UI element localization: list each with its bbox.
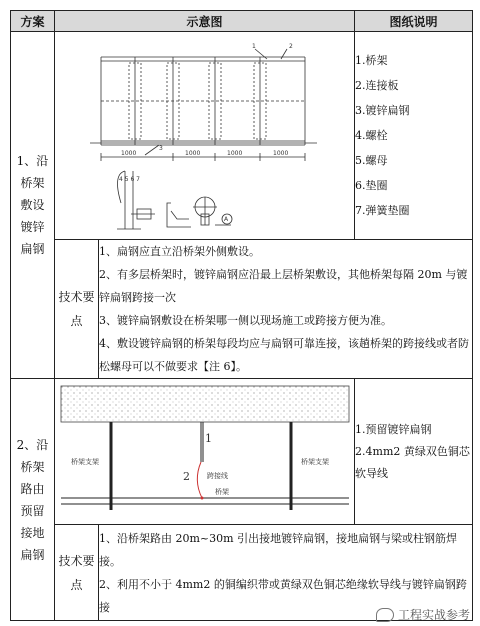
callout-1: 1 <box>252 42 256 50</box>
detail-circle-a: A <box>224 215 229 223</box>
tray-label: 桥架 <box>215 487 229 496</box>
header-notes: 图纸说明 <box>355 11 473 32</box>
section1-scheme: 1、沿 桥架 敷设 镀锌 扁钢 <box>11 32 55 379</box>
section1-tech-points: 1、扁钢应直立沿桥架外侧敷设。 2、有多层桥架时，镀锌扁钢应沿最上层桥架敷设，其他桥架每隔 20m 与镀锌扁钢跨接一次 3、镀锌扁钢敷设在桥架哪一侧以现场施工或跨接方便为准。 4、敷设镀锌扁钢的桥架每段均应与扁钢可靠连接，该趟桥架的跨接线或者防松螺母可以不做要求【注 6】。 <box>99 240 473 379</box>
section1-diagram <box>55 32 355 240</box>
right-support-label: 桥架支架 <box>301 457 329 466</box>
section1-tech-label: 技术要 点 <box>55 240 99 379</box>
dim-label-3: 1000 <box>227 149 243 157</box>
section2-tech-label: 技术要 点 <box>55 525 99 621</box>
header-scheme: 方案 <box>11 11 55 32</box>
section1-legend: 1.桥架 2.连接板 3.镀锌扁钢 4.螺栓 5.螺母 6.垫圈 7.弹簧垫圈 <box>355 32 473 240</box>
dim-label-1: 1000 <box>121 149 137 157</box>
callout-2: 2 <box>183 469 190 483</box>
section2-legend: 1.预留镀锌扁钢 2.4mm2 黄绿双色铜芯软导线 <box>355 379 473 525</box>
callout-2: 2 <box>289 42 293 50</box>
left-support-label: 桥架支架 <box>71 457 99 466</box>
section2-scheme: 2、沿 桥架 路由 预留 接地 扁钢 <box>11 379 55 621</box>
watermark-text: 工程实战参考 <box>397 608 470 622</box>
section2-tech-points: 1、沿桥架路由 20m~30m 引出接地镀锌扁钢，接地扁钢与梁或柱钢筋焊接。 2、利用不小于 4mm2 的铜编织带或黄绿双色铜芯绝缘软导线与镀锌扁钢跨接 <box>99 525 473 621</box>
cable-tray-flat-steel-drawing <box>55 33 355 239</box>
header-diagram: 示意图 <box>55 11 355 32</box>
dim-label-2: 1000 <box>185 149 201 157</box>
section2-diagram <box>55 379 355 525</box>
callout-3: 3 <box>159 144 163 152</box>
scheme-table <box>10 10 473 621</box>
watermark <box>376 606 470 623</box>
dim-label-4: 1000 <box>273 149 289 157</box>
detail-callouts: 4 5 6 7 <box>119 175 140 183</box>
jumper-label: 跨接线 <box>207 471 228 480</box>
callout-1: 1 <box>205 431 212 445</box>
reserved-grounding-drawing <box>55 380 355 524</box>
wechat-icon <box>376 608 394 622</box>
